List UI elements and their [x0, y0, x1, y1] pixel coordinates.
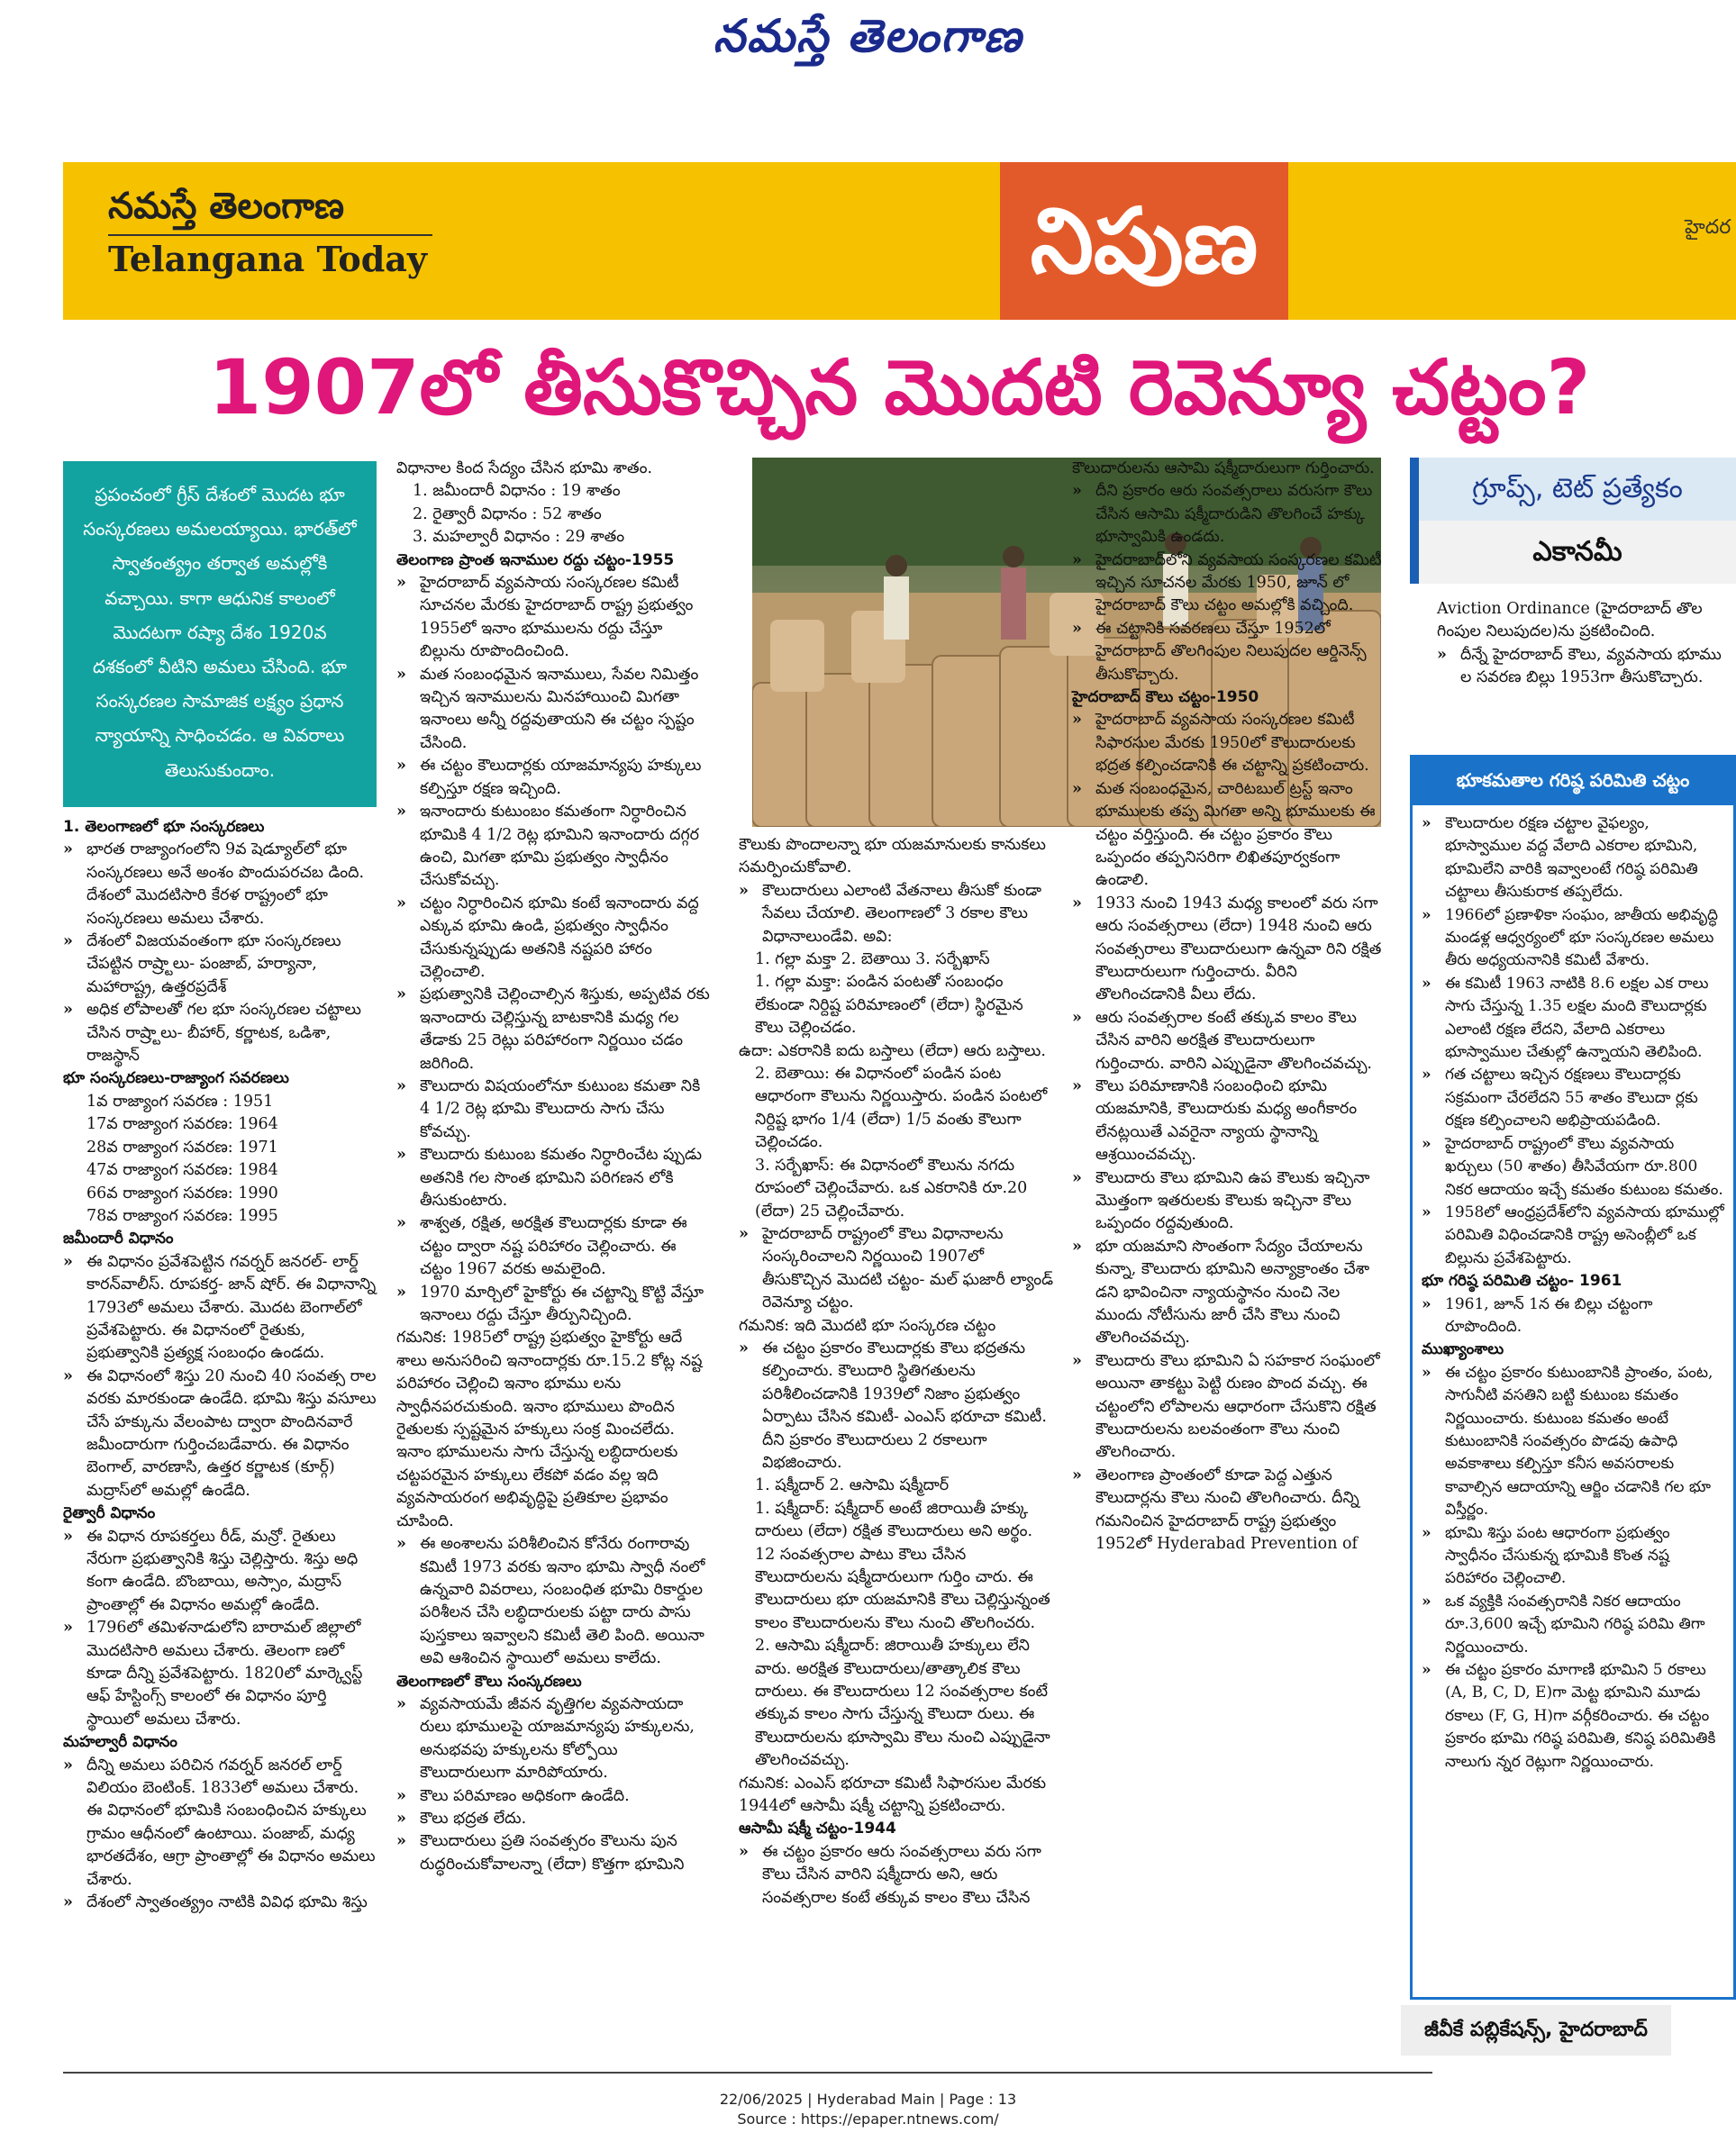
bullet-paragraph: » దేశంలో విజయవంతంగా భూ సంస్కరణలు చేపట్టిన రాష్ర్టాలు- పంజాబ్, హర్యానా, మహారాష్ట్ర, ఉత్తరప్రదేశ్ [63, 930, 377, 999]
paragraph: 1. షక్మీదార్: షక్మీదార్ అంటే జిరాయితీ హక్కు దారులు (లేదా) రక్షిత కౌలుదారులు అని అర్థం. 12 సంవత్సరాల పాటు కౌలు చేసిన కౌలుదారులను షక్మీదారులుగా గుర్తిం చారు. ఈ కౌలుదారులు భూ యజమానికి కౌలు చెల్లిస్తున్నంత కాలం కౌలుదారులను కౌలు నుంచి తొలగించరు. [755, 1499, 1050, 1632]
section-heading: 1. తెలంగాణలో భూ సంస్కరణలు [63, 818, 265, 836]
bullet-paragraph: » హైదరాబాద్ వ్యవసాయ సంస్కరణల కమిటీ సూచనల మేరకు హైదరాబాద్ రాష్ట్ర ప్రభుత్వం 1955లో ఇనాం భూములను రద్దు చేస్తూ బిల్లును రూపొందించింది. [396, 572, 712, 664]
paragraph: 3. మహల్వారీ విధానం : 29 శాతం [413, 528, 625, 547]
bullet-paragraph: » హైదరాబాద్ వ్యవసాయ సంస్కరణల కమిటీ సిఫారసుల మేరకు 1950లో కౌలుదారులకు భద్రత కల్పించడానికి ఈ చట్టాన్ని ప్రకటించారు. [1072, 709, 1387, 777]
bullet-paragraph: » ఆరు సంవత్సరాల కంటే తక్కువ కాలం కౌలు చేసిన వారిని అరక్షిత కౌలుదారులుగా గుర్తించారు. వారిని ఎప్పుడైనా తొలగించవచ్చు. [1072, 1007, 1387, 1076]
footer-date-edition: 22/06/2025 | Hyderabad Main | Page : 13 [719, 2091, 1017, 2108]
bullet-paragraph: » ఈ కమిటీ 1963 నాటికి 8.6 లక్షల ఎక రాలు సాగు చేస్తున్న 1.35 లక్షల మంది కౌలుదార్లకు ఎలాంటి రక్షణ లేదని, వేలాది ఎకరాలు భూస్వాముల చేతుల్లో ఉన్నాయని తెలిపింది. [1422, 973, 1724, 1065]
bullet-paragraph: » ఈ చట్టం ప్రకారం కౌలుదార్లకు కౌలు భద్రతను కల్పించారు. కౌలుదారి స్థితిగతులను పరిశీలించడానికి 1939లో నిజాం ప్రభుత్వం ఏర్పాటు చేసిన కమిటీ- ఎంఎస్ భరూచా కమిటీ. దీని ప్రకారం కౌలుదారులు 2 రకాలుగా విభజించారు. [739, 1338, 1054, 1475]
box-content [1422, 812, 1724, 1774]
bullet-paragraph: » దీని ప్రకారం ఆరు సంవత్సరాలు వరుసగా కౌలు చేసిన ఆసామి షక్మీదారుడిని తొలగించే హక్కు భూస్వామికి ఉండదు. [1072, 480, 1387, 549]
paragraph: 1. గల్లా మక్తా: పండిన పంటతో సంబంధం లేకుండా నిర్దిష్ట పరిమాణంలో (లేదా) స్థిరమైన కౌలు చెల్లించడం. [755, 973, 1023, 1038]
paragraph: కౌలుదారులను ఆసామి షక్మీదారులుగా గుర్తించారు. [1072, 459, 1375, 477]
page-headline: 1907లో తీసుకొచ్చిన మొదటి రెవెన్యూ చట్టం? [208, 343, 1591, 431]
paragraph: ఉదా: ఎకరానికి ఐదు బస్తాలు (లేదా) ఆరు బస్తాలు. [739, 1041, 1046, 1060]
bullet-paragraph: » ఈ చట్టం కౌలుదార్లకు యాజమాన్యపు హక్కులు కల్పిస్తూ రక్షణ ఇచ్చింది. [396, 755, 712, 801]
bullet-paragraph: » ఈ చట్టం ప్రకారం మాగాణి భూమిని 5 రకాలు (A, B, C, D, E)గా మెట్ట భూమిని మూడు రకాలు (F, G, H)గా వర్గీకరించారు. ఈ చట్టం ప్రకారం భూమి గరిష్ఠ పరిమితి, కనిష్ఠ పరిమితికి నాలుగు న్నర రెట్లుగా నిర్ణయించారు. [1422, 1659, 1724, 1774]
section-heading: తెలంగాణ ప్రాంత ఇనాముల రద్దు చట్టం-1955 [396, 550, 675, 569]
bullet-paragraph: » హైదరాబాద్ రాష్ట్రంలో కౌలు విధానాలను సంస్కరించాలని నిర్ణయించి 1907లో తీసుకొచ్చిన మొదటి చట్టం- మల్ ఘజారీ ల్యాండ్ రెవెన్యూ చట్టం. [739, 1223, 1054, 1315]
brand-telugu: నమస్తే తెలంగాణ [108, 184, 432, 236]
bullet-paragraph: » తెలంగాణ ప్రాంతంలో కూడా పెద్ద ఎత్తున కౌలుదార్లను కౌలు నుంచి తొలగించారు. దీన్ని గమనించిన హైదరాబాద్ రాష్ట్ర ప్రభుత్వం 1952లో Hyderabad Prevention of [1072, 1465, 1387, 1557]
column-4 [1072, 458, 1387, 1557]
paragraph: 2. బెతాయి: ఈ విధానంలో పండిన పంట ఆధారంగా కౌలును నిర్ణయిస్తారు. పండిన పంటలో నిర్దిష్ట భాగం 1/4 (లేదా) 1/5 వంతు కౌలుగా చెల్లించడం. [755, 1065, 1048, 1152]
bullet-paragraph: » ఈ విధాన రూపకర్తలు రీడ్, మన్రో. రైతులు నేరుగా ప్రభుత్వానికి శిస్తు చెల్లిస్తారు. శిస్తు అధి కంగా ఉండేది. బొంబాయి, అస్సాం, మద్రాస్ ప్రాంతాల్లో ఈ విధానం అమల్లో ఉండేది. [63, 1526, 377, 1618]
bullet-paragraph: » కౌలుదారు కౌలు భూమిని ఏ సహకార సంఘంలో అయినా తాకట్టు పెట్టి రుణం పొంద వచ్చు. ఈ చట్టంలోని లోపాలను ఆధారంగా చేసుకొని రక్షిత కౌలుదారులను బలవంతంగా కౌలు నుంచి తొలగించారు. [1072, 1350, 1387, 1465]
box-title: భూకమతాల గరిష్ఠ పరిమితి చట్టం [1410, 755, 1736, 805]
bullet-paragraph: » 1933 నుంచి 1943 మధ్య కాలంలో వరు సగా ఆరు సంవత్సరాలు (లేదా) 1948 నుంచి ఆరు సంవత్సరాలు కౌలుదారులుగా ఉన్నవా రిని రక్షిత కౌలుదారులుగా గుర్తించారు. వీరిని తొలగించడానికి వీలు లేదు. [1072, 893, 1387, 1007]
bullet-paragraph: » అధిక లోపాలతో గల భూ సంస్కరణల చట్టాలు చేసిన రాష్ర్టాలు- బీహార్, కర్ణాటక, ఒడిశా, రాజస్థాన్ [63, 999, 377, 1067]
brand-english: Telangana Today [108, 239, 427, 279]
section-heading: భూ సంస్కరణలు-రాజ్యాంగ సవరణలు [63, 1069, 289, 1088]
bullet-paragraph: » మత సంబంధమైన ఇనాములు, సేవల నిమిత్తం ఇచ్చిన ఇనాములను మినహాయించి మిగతా ఇనాంలు అన్నీ రద్దవుతాయని ఈ చట్టం స్పష్టం చేసింది. [396, 664, 712, 756]
bullet-paragraph: » వ్యవసాయమే జీవన వృత్తిగల వ్యవసాయదా రులు భూములపై యాజమాన్యపు హక్కులను, అనుభవపు హక్కులను కోల్పోయి కౌలుదారులుగా మారిపోయారు. [396, 1693, 712, 1785]
column-1 [63, 816, 377, 1915]
paragraph: 1. గల్లా మక్తా 2. బెతాయి 3. సర్బేఖాస్ [755, 950, 990, 969]
bullet-paragraph: » కౌలు పరిమాణం అధికంగా ఉండేది. [396, 1785, 712, 1808]
badge-groups-tet: గ్రూప్స్, టెట్ ప్రత్యేకం [1410, 458, 1736, 521]
paragraph: 66వ రాజ్యాంగ సవరణ: 1990 [86, 1184, 278, 1203]
bullet-paragraph: » కౌలుదారులు ప్రతి సంవత్సరం కౌలును పున రుద్ధరించుకోవాలన్నా (లేదా) కొత్తగా భూమిని [396, 1830, 712, 1876]
column-2 [396, 458, 712, 1876]
bullet-paragraph: » భారత రాజ్యాంగంలోని 9వ షెడ్యూల్‌లో భూ సంస్కరణలు అనే అంశం పొందుపరచబ డింది. దేశంలో మొదటిసారి కేరళ రాష్ట్రంలో భూ సంస్కరణలు అమలు చేశారు. [63, 839, 377, 930]
bullet-paragraph: » గత చట్టాలు ఇచ్చిన రక్షణలు కౌలుదార్లకు సక్రమంగా చేరలేదని 55 శాతం కౌలుదా ర్లకు రక్షణ కల్పించాలని అభిప్రాయపడింది. [1422, 1064, 1724, 1132]
bullet-paragraph: » దీన్నే హైదరాబాద్ కౌలు, వ్యవసాయ భూము ల సవరణ బిల్లు 1953గా తీసుకొచ్చారు. [1437, 644, 1736, 690]
publisher-credit: జీవీకే పబ్లికేషన్స్, హైదరాబాద్ [1401, 2005, 1671, 2056]
bullet-paragraph: » 1961, జూన్ 1న ఈ బిల్లు చట్టంగా రూపొందింది. [1422, 1293, 1724, 1339]
section-heading: జమీందారీ విధానం [63, 1230, 174, 1248]
paragraph: 28వ రాజ్యాంగ సవరణ: 1971 [86, 1138, 278, 1157]
masthead-title: నమస్తే తెలంగాణ [713, 10, 1023, 62]
bullet-paragraph: » 1796లో తమిళనాడులోని బారామల్ జిల్లాలో మొదటిసారి అమలు చేశారు. తెలంగా ణలో కూడా దీన్ని ప్రవేశపెట్టారు. 1820లో మార్క్వెస్ట్ ఆఫ్ హేస్టింగ్స్ కాలంలో ఈ విధానం పూర్తి స్థాయిలో అమలు చేశారు. [63, 1617, 377, 1731]
bullet-paragraph: » భూమి శిస్తు పంట ఆధారంగా ప్రభుత్వం స్వాధీనం చేసుకున్న భూమికి కొంత నష్ట పరిహారం చెల్లించాలి. [1422, 1522, 1724, 1591]
column-3 [739, 834, 1054, 1910]
bullet-paragraph: » ప్రభుత్వానికి చెల్లించాల్సిన శిస్తుకు, అప్పటివ రకు ఇనాందారు చెల్లిస్తున్న బాటకానికి మధ్య గల తేడాకు 25 రెట్లు పరిహారంగా నిర్ణయిం చడం జరిగింది. [396, 984, 712, 1076]
bullet-paragraph: » ఈ చట్టం ప్రకారం కుటుంబానికి ప్రాంతం, పంట, సాగునీటి వసతిని బట్టి కుటుంబ కమతం నిర్ణయించారు. కుటుంబ కమతం అంటే కుటుంబానికి సంవత్సరం పొడవు ఉపాధి అవకాశాలు కల్పిస్తూ కనీస అవసరాలకు కావాల్సిన ఆదాయాన్ని ఆర్జిం చడానికి గల భూ విస్తీర్ణం. [1422, 1362, 1724, 1522]
page-footer [0, 2090, 1736, 2129]
bullet-paragraph: » హైదరాబాద్ రాష్ట్రంలో కౌలు వ్యవసాయ ఖర్చులు (50 శాతం) తీసివేయగా రూ.800 నికర ఆదాయం ఇచ్చే కమతం కుటుంబ కమతం. [1422, 1133, 1724, 1202]
bullet-paragraph: » ఒక వ్యక్తికి సంవత్సరానికి నికర ఆదాయం రూ.3,600 ఇచ్చే భూమిని గరిష్ఠ పరిమి తిగా నిర్ణయించారు. [1422, 1591, 1724, 1659]
bullet-paragraph: » ఇనాందారు కుటుంబం కమతంగా నిర్ధారించిన భూమికి 4 1/2 రెట్ల భూమిని ఇనాందారు దగ్గర ఉంచి, మిగతా భూమి ప్రభుత్వం స్వాధీనం చేసుకోవచ్చు. [396, 801, 712, 893]
nipuna-logo: నిపుణ [1000, 162, 1288, 320]
brand-block [108, 184, 432, 283]
paragraph: గమనిక: ఎంఎస్ భరూచా కమిటీ సిఫారసుల మేరకు 1944లో ఆసామీ షక్మీ చట్టాన్ని ప్రకటించారు. [739, 1774, 1047, 1816]
bullet-paragraph: » కౌలుదారు విషయంలోనూ కుటుంబ కమతా నికి 4 1/2 రెట్ల భూమి కౌలుదారు సాగు చేసు కోవచ్చు. [396, 1076, 712, 1144]
bullet-paragraph: » దీన్ని అమలు పరిచిన గవర్నర్ జనరల్ లార్డ్ విలియం బెంటింక్. 1833లో అమలు చేశారు. ఈ విధానంలో భూమికి సంబంధించిన హక్కులు గ్రామం ఆధీనంలో ఉంటాయి. పంజాబ్, మధ్య భారతదేశం, ఆగ్రా ప్రాంతాల్లో ఈ విధానం అమలు చేశారు. [63, 1755, 377, 1892]
bullet-paragraph: » కౌలు భద్రత లేదు. [396, 1808, 712, 1830]
bullet-paragraph: » ఈ అంశాలను పరిశీలించిన కోనేరు రంగారావు కమిటీ 1973 వరకు ఇనాం భూమి స్వాధీ నంలో ఉన్నవారి వివరాలు, సంబంధిత భూమి రికార్డుల పరిశీలన చేసి లబ్ధిదారులకు పట్టా దారు పాసు పుస్తకాలు ఇవ్వాలని కమిటీ తెలి పింది. అయినా అవి ఆశించిన స్థాయిలో అమలు కాలేదు. [396, 1533, 712, 1670]
paragraph: 3. సర్బేఖాస్: ఈ విధానంలో కౌలును నగదు రూపంలో చెల్లించేవారు. ఒక ఎకరానికి రూ.20 (లేదా) 25 చెల్లించేవారు. [755, 1156, 1028, 1221]
paragraph: 2. ఆసామి షక్మీదార్: జిరాయితీ హక్కులు లేని వారు. అరక్షిత కౌలుదారులు/తాత్కాలిక కౌలు దారులు. ఈ కౌలుదారులు 12 సంవత్సరాల కంటే తక్కువ కాలం సాగు చేస్తున్న కౌలుదా రులు. ఈ కౌలుదారులను భూస్వామి కౌలు నుంచి ఎప్పుడైనా తొలగించవచ్చు. [755, 1637, 1050, 1770]
badge-economy: ఎకానమీ [1410, 521, 1736, 584]
bullet-paragraph: » మత సంబంధమైన, చారిటబుల్ ట్రస్ట్ ఇనాం భూములకు తప్ప మిగతా అన్ని భూములకు ఈ చట్టం వర్తిస్తుంది. ఈ చట్టం ప్రకారం కౌలు ఒప్పందం తప్పనిసరిగా లిఖితపూర్వకంగా ఉండాలి. [1072, 778, 1387, 893]
footer-source: Source : https://epaper.ntnews.com/ [737, 2110, 999, 2128]
column-5-top [1437, 598, 1736, 690]
banner-right-text: హైదర [1685, 216, 1731, 239]
paragraph: Aviction Ordinance (హైదరాబాద్ తొల గింపుల నిలుపుదల)ను ప్రకటించింది. [1437, 600, 1703, 641]
bullet-paragraph: » ఈ విధానం ప్రవేశపెట్టిన గవర్నర్ జనరల్- లార్డ్ కారన్‌వాలీస్. రూపకర్త- జాన్ షోర్. ఈ విధానాన్ని 1793లో అమలు చేశారు. మొదట బెంగాల్‌లో ప్రవేశపెట్టారు. ఈ విధానంలో రైతుకు, ప్రభుత్వానికి ప్రత్యక్ష సంబంధం ఉండదు. [63, 1251, 377, 1366]
bullet-paragraph: » కౌలు పరిమాణానికి సంబంధించి భూమి యజమానికి, కౌలుదారుకు మధ్య అంగీకారం లేనట్లయితే ఎవరైనా న్యాయ స్థానాన్ని ఆశ్రయించవచ్చు. [1072, 1076, 1387, 1167]
masthead [0, 0, 1736, 72]
paragraph: 1వ రాజ్యాంగ సవరణ : 1951 [86, 1092, 274, 1111]
paragraph: గమనిక: 1985లో రాష్ట్ర ప్రభుత్వం హైకోర్టు ఆదే శాలు అనుసరించి ఇనాందార్లకు రూ.15.2 కోట్ల నష్ట పరిహారం చెల్లించి ఇనాం భూము లను స్వాధీనపరచుకుంది. ఇనాం భూములు పొందిన రైతులకు స్పష్టమైన హక్కులు సంక్ర మించలేదు. ఇనాం భూములను సాగు చేస్తున్న లబ్ధిదారులకు చట్టపరమైన హక్కులు లేకపో వడం వల్ల ఇది వ్యవసాయరంగ అభివృద్ధిపై ప్రతికూల ప్రభావం చూపింది. [396, 1329, 703, 1530]
section-heading: తెలంగాణలో కౌలు సంస్కరణలు [396, 1672, 582, 1691]
bullet-paragraph: » ఈ చట్టానికి సవరణలు చేస్తూ 1952లో హైదరాబాద్ తొలగింపుల నిలుపుదల ఆర్డినెన్స్ తీసుకొచ్చారు. [1072, 618, 1387, 686]
bullet-paragraph: » ఈ విధానంలో శిస్తు 20 నుంచి 40 సంవత్స రాల వరకు మారకుండా ఉండేది. భూమి శిస్తు వసూలు చేసే హక్కును వేలంపాట ద్వారా పొందినవారే జమీందారుగా గుర్తించబడేవారు. ఈ విధానం బెంగాల్, వారణాసి, ఉత్తర కర్ణాటక (కూర్గ్) మద్రాస్‌లో అమల్లో ఉండేది. [63, 1366, 377, 1502]
paragraph: 1. జమీందారీ విధానం : 19 శాతం [413, 482, 621, 501]
paragraph: విధానాల కింద సేద్యం చేసిన భూమి శాతం. [396, 459, 653, 477]
paragraph: గమనిక: ఇది మొదటి భూ సంస్కరణ చట్టం [739, 1316, 996, 1335]
section-heading: రైత్వారీ విధానం [63, 1504, 156, 1523]
bullet-paragraph: » భూ యజమాని సొంతంగా సేద్యం చేయాలను కున్నా, కౌలుదారు భూమిని అన్యాక్రాంతం చేశా డని భావించినా న్యాయస్థానం నుంచి నెల ముందు నోటీసును జారీ చేసి కౌలు నుంచి తొలగించవచ్చు. [1072, 1236, 1387, 1350]
section-heading: మహల్వారీ విధానం [63, 1733, 177, 1752]
bullet-paragraph: » కౌలుదారులు ఎలాంటి వేతనాలు తీసుకో కుండా సేవలు చేయాలి. తెలంగాణలో 3 రకాల కౌలు విధానాలుండేవి. అవి: [739, 880, 1054, 948]
bullet-paragraph: » కౌలుదారు కుటుంబ కమతం నిర్ధారించేట ప్పుడు అతనికి గల సొంత భూమిని పరిగణన లోకి తీసుకుంటారు. [396, 1144, 712, 1212]
bullet-paragraph: » 1970 మార్చిలో హైకోర్టు ఈ చట్టాన్ని కొట్టి వేస్తూ ఇనాంలు రద్దు చేస్తూ తీర్పునిచ్చింది. [396, 1282, 712, 1328]
bullet-paragraph: » కౌలుదారు కౌలు భూమిని ఉప కౌలుకు ఇచ్చినా మొత్తంగా ఇతరులకు కౌలుకు ఇచ్చినా కౌలు ఒప్పందం రద్దవుతుంది. [1072, 1167, 1387, 1236]
bullet-paragraph: » శాశ్వత, రక్షిత, అరక్షిత కౌలుదార్లకు కూడా ఈ చట్టం ద్వారా నష్ట పరిహారం చెల్లించారు. ఈ చట్టం 1967 వరకు అమలైంది. [396, 1212, 712, 1281]
paragraph: 2. రైత్వారీ విధానం : 52 శాతం [413, 504, 602, 523]
paragraph: కౌలుకు పొందాలన్నా భూ యజమానులకు కానుకలు సమర్పించుకోవాలి. [739, 836, 1046, 877]
section-heading: భూ గరిష్ఠ పరిమితి చట్టం- 1961 [1422, 1272, 1622, 1291]
section-heading: హైదరాబాద్ కౌలు చట్టం-1950 [1072, 688, 1259, 707]
bullet-paragraph: » హైదరాబాద్‌లోని వ్యవసాయ సంస్కరణల కమిటీ ఇచ్చిన సూచనల మేరకు 1950, జూన్ లో హైదరాబాద్ కౌలు చట్టం అమల్లోకి వచ్చింది. [1072, 549, 1387, 618]
category-badge [1410, 458, 1736, 584]
paragraph: 17వ రాజ్యాంగ సవరణ: 1964 [86, 1115, 278, 1134]
bullet-paragraph: » ఈ చట్టం ప్రకారం ఆరు సంవత్సరాలు వరు సగా కౌలు చేసిన వారిని షక్మీదారు అని, ఆరు సంవత్సరాల కంటే తక్కువ కాలం కౌలు చేసిన [739, 1841, 1054, 1910]
section-heading: ఆసామీ షక్మీ చట్టం-1944 [739, 1820, 896, 1838]
bullet-paragraph: » కౌలుదారుల రక్షణ చట్టాల వైఫల్యం, భూస్వాముల వద్ద వేలాది ఎకరాల భూమిని, భూమిలేని వారికి ఇవ్వాలంటే గరిష్ఠ పరిమితి చట్టాలు తీసుకురాక తప్పలేదు. [1422, 812, 1724, 904]
section-banner [63, 162, 1736, 320]
bottom-rule [63, 2072, 1432, 2074]
bullet-paragraph: » 1966లో ప్రణాళికా సంఘం, జాతీయ అభివృద్ధి మండళ్ల ఆధ్వర్యంలో భూ సంస్కరణల అమలు తీరు అధ్యయనానికి కమిటీ వేశారు. [1422, 904, 1724, 973]
bullet-paragraph: » చట్టం నిర్ధారించిన భూమి కంటే ఇనాందారు వద్ద ఎక్కువ భూమి ఉండి, ప్రభుత్వం స్వాధీనం చేసుకున్నప్పుడు అతనికి నష్టపరి హారం చెల్లించాలి. [396, 893, 712, 985]
bullet-paragraph: » దేశంలో స్వాతంత్య్రం నాటికి వివిధ భూమి శిస్తు [63, 1892, 377, 1914]
section-heading: ముఖ్యాంశాలు [1422, 1340, 1504, 1359]
ceiling-act-box [1410, 805, 1736, 2000]
paragraph: 47వ రాజ్యాంగ సవరణ: 1984 [86, 1161, 278, 1180]
paragraph: 78వ రాజ్యాంగ సవరణ: 1995 [86, 1206, 278, 1225]
intro-box: ప్రపంచంలో గ్రీస్ దేశంలో మొదట భూ సంస్కరణలు అమలయ్యాయి. భారత్‌లో స్వాతంత్య్రం తర్వాత అమల్లోకి వచ్చాయి. కాగా ఆధునిక కాలంలో మొదటగా రష్యా దేశం 1920వ దశకంలో వీటిని అమలు చేసింది. భూ సంస్కరణల సామాజిక లక్ష్యం ప్రధాన న్యాయాన్ని సాధించడం. ఆ వివరాలు తెలుసుకుందాం. [63, 461, 377, 807]
bullet-paragraph: » 1958లో ఆంధ్రప్రదేశ్‌లోని వ్యవసాయ భూముల్లో పరిమితి విధించడానికి రాష్ట్ర అసెంబ్లీలో ఒక బిల్లును ప్రవేశపెట్టారు. [1422, 1202, 1724, 1270]
paragraph: 1. షక్మీదార్ 2. ఆసామి షక్మీదార్ [755, 1476, 950, 1495]
